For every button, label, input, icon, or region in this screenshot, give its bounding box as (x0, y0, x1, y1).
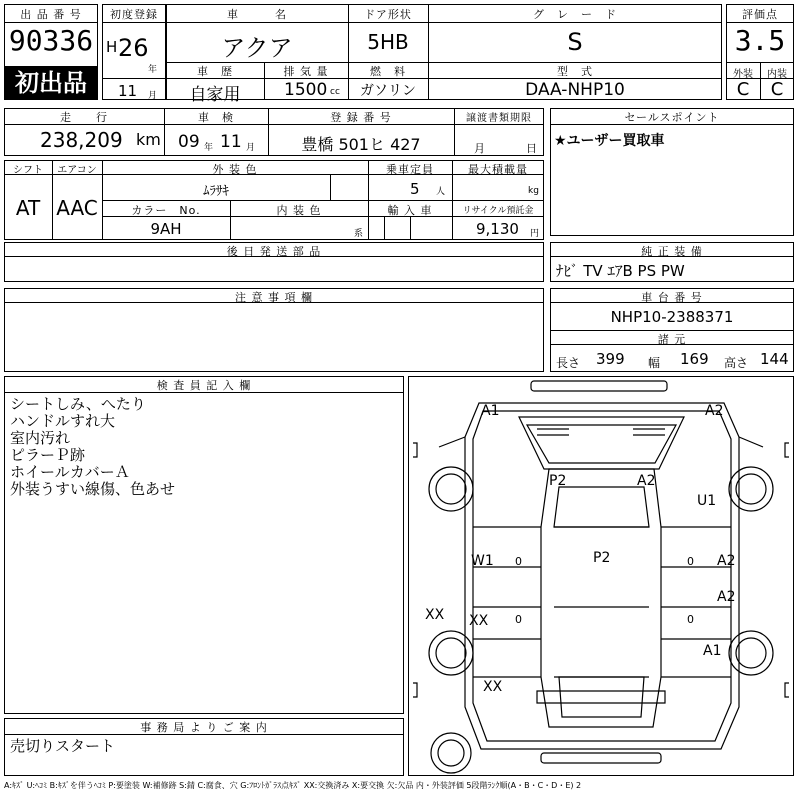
history: 自家用 (189, 85, 241, 105)
genuine-equipment: ﾅﾋﾞ TV ｴｱB PS PW (556, 262, 685, 280)
ext-color-label: 外 装 色 (212, 163, 258, 176)
ext-color: ﾑﾗｻｷ (203, 184, 229, 199)
length-label: 長さ (556, 356, 581, 370)
mark-zero-quarter-left: 0 (515, 613, 522, 626)
era: H (106, 38, 118, 56)
inspector-label: 検 査 員 記 入 欄 (156, 379, 252, 392)
transfer-label: 譲渡書類期限 (466, 113, 532, 124)
model-label: 型 式 (557, 65, 593, 78)
mark-zero-quarter-right: 0 (687, 613, 694, 626)
chassis-label: 車 台 番 号 (641, 291, 703, 304)
mark-u1-fender: U1 (697, 493, 717, 509)
car-diagram (408, 376, 794, 776)
mark-p2-hood: P2 (549, 473, 567, 489)
genuine-label: 純 正 装 備 (641, 245, 703, 258)
load-label: 最大積載量 (468, 163, 528, 176)
int-color-label: 内 装 色 (276, 204, 322, 217)
inspector-line: ハンドルすれ大 (10, 412, 116, 430)
capacity-label: 乗車定員 (386, 163, 434, 176)
mark-a2-front: A2 (705, 403, 724, 419)
displacement-unit: cc (330, 87, 340, 97)
mark-p2-roof: P2 (593, 550, 611, 566)
mark-a2-hood: A2 (637, 473, 656, 489)
mark-w1-door: W1 (471, 553, 494, 569)
specs-label: 諸 元 (657, 333, 687, 346)
mark-zero-right: 0 (687, 555, 694, 568)
first-reg-label: 初度登録 (110, 8, 158, 21)
month-unit: 月 (148, 91, 158, 101)
length: 399 (596, 350, 625, 368)
transfer-day: 日 (526, 142, 537, 155)
mark-a2-door: A2 (717, 553, 736, 569)
history-label: 車 歴 (197, 65, 233, 78)
office-label: 事 務 局 よ り ご 案 内 (140, 721, 268, 734)
exterior-label: 外装 (733, 69, 753, 80)
mark-zero-left: 0 (515, 555, 522, 568)
car-name-label: 車 名 (227, 8, 287, 21)
fuel-label: 燃 料 (370, 65, 406, 78)
mark-a1-front: A1 (481, 403, 500, 419)
mark-xx-rear: XX (483, 679, 503, 695)
reg-number-label: 登 録 番 号 (330, 111, 392, 124)
reg-year: 26 (118, 34, 149, 62)
lot-number-label: 出 品 番 号 (20, 8, 82, 21)
mark-xx-quarter: XX (469, 613, 489, 629)
caution-label: 注 意 事 項 欄 (235, 291, 313, 304)
sales-point-label: セールスポイント (624, 111, 720, 124)
color-no: 9AH (150, 220, 182, 238)
recycle-unit: 円 (530, 229, 540, 239)
sales-point: ★ユーザー買取車 (554, 133, 665, 149)
door-label: ドア形状 (364, 8, 412, 21)
color-no-label: カラー No. (131, 204, 201, 217)
mark-a2-rear-door: A2 (717, 589, 736, 605)
interior-grade: C (770, 79, 784, 100)
inspector-line: ホイールカバーＡ (10, 463, 130, 481)
car-name: アクア (221, 34, 293, 62)
insp-year: 09 (178, 132, 200, 152)
office-text: 売切りスタート (10, 737, 116, 755)
year-unit: 年 (148, 65, 158, 75)
capacity: 5 (410, 180, 420, 198)
insp-month: 11 (220, 132, 242, 152)
chassis-number: NHP10-2388371 (610, 308, 734, 326)
grade-label: グ レ ー ド (533, 8, 617, 21)
recycle-label: リサイクル預託金 (462, 206, 534, 216)
int-color-unit: 系 (354, 229, 364, 239)
displacement-label: 排 気 量 (283, 65, 329, 78)
first-listing-badge: 初出品 (4, 66, 98, 100)
height: 144 (760, 350, 789, 368)
reg-month: 11 (118, 82, 138, 100)
grade: S (567, 28, 583, 56)
recycle: 9,130 (476, 220, 519, 238)
ac-label: エアコン (57, 165, 97, 176)
model-code: DAA-NHP10 (525, 80, 625, 100)
capacity-unit: 人 (436, 187, 446, 197)
damage-legend: A:ｷｽﾞ U:ﾍｺﾐ B:ｷｽﾞを伴うﾍｺﾐ P:要塗装 W:補修跡 S:錆 C:腐食、穴 G:ﾌﾛﾝﾄｶﾞﾗｽ点ｷｽﾞ XX:交換済み X:要交換 欠:欠品 内・外装評価 5段階ﾗﾝｸ順(A・B・C・D・E) 2 (4, 781, 582, 790)
inspector-line: シートしみ、へたり (10, 395, 146, 413)
load-unit: kg (528, 186, 539, 196)
ac: AAC (56, 196, 98, 220)
width-label: 幅 (648, 356, 661, 370)
later-parts-label: 後 日 発 送 部 品 (226, 245, 322, 258)
mark-a1-quarter: A1 (703, 643, 722, 659)
displacement: 1500 (284, 80, 328, 100)
mark-xx-wheel: XX (425, 607, 445, 623)
mileage-label: 走 行 (60, 111, 108, 124)
sales-point-box (550, 108, 794, 236)
car-diagram-svg (409, 377, 793, 775)
inspector-line: 外装うすい線傷、色あせ (10, 480, 176, 498)
inspector-line: ピラーＰ跡 (10, 446, 86, 464)
insp-month-unit: 月 (246, 143, 256, 153)
transfer-month: 月 (474, 142, 485, 155)
import-label: 輸 入 車 (387, 204, 433, 217)
height-label: 高さ (724, 356, 749, 370)
score-label: 評価点 (742, 8, 778, 21)
fuel: ガソリン (360, 83, 416, 99)
mileage-unit: km (136, 130, 161, 149)
insp-year-unit: 年 (204, 143, 214, 153)
mileage: 238,209 (40, 128, 123, 152)
shift-label: シフト (13, 165, 43, 176)
reg-number: 豊橋 501ヒ 427 (301, 135, 421, 154)
door-type: 5HB (367, 30, 409, 54)
score: 3.5 (734, 24, 786, 57)
lot-number: 90336 (8, 24, 94, 57)
interior-label: 内装 (767, 69, 787, 80)
inspection-label: 車 検 (198, 111, 234, 124)
exterior-grade: C (736, 79, 750, 100)
inspector-line: 室内汚れ (10, 429, 71, 447)
shift: AT (15, 196, 41, 220)
width: 169 (680, 350, 709, 368)
